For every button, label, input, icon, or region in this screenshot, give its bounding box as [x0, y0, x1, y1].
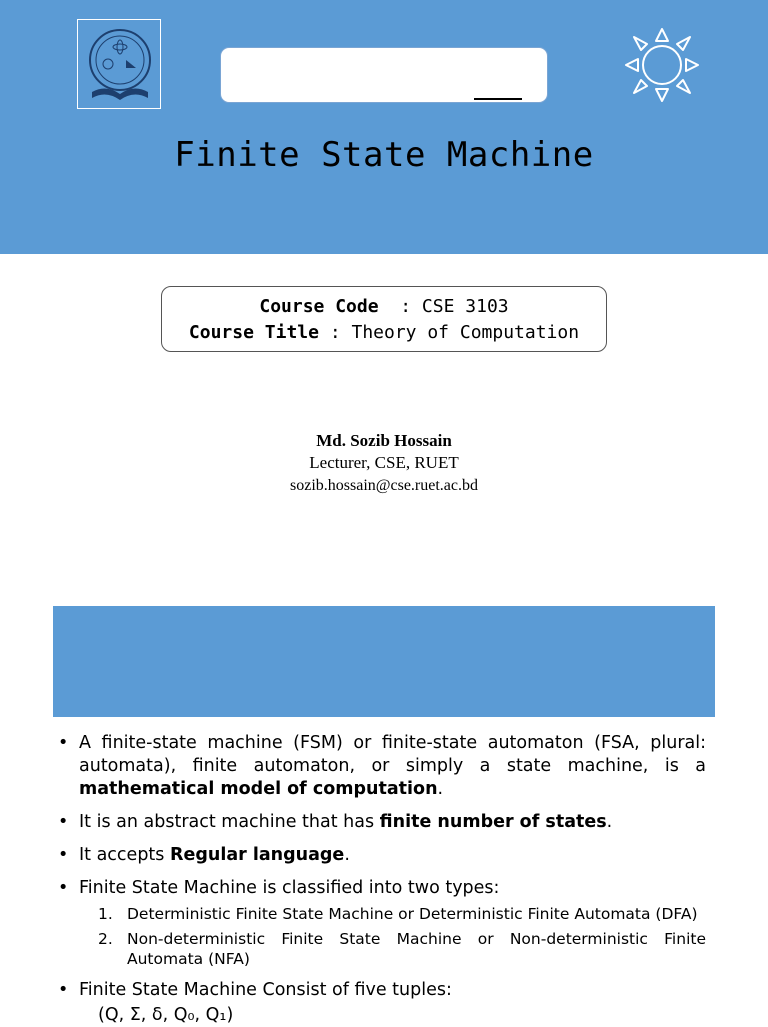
course-title-value: : Theory of Computation [329, 322, 580, 343]
bullet-classification [58, 877, 706, 900]
list-item [58, 929, 706, 969]
bullet-suffix: . [344, 845, 350, 865]
bullet-text: It accepts [79, 845, 170, 865]
bullet-suffix: . [606, 812, 613, 832]
sun-icon [620, 23, 704, 107]
course-info-box [161, 286, 607, 352]
title-slide-header [0, 0, 768, 254]
bullet-emphasis: finite number of states [379, 812, 607, 832]
author-name: Md. Sozib Hossain [316, 431, 452, 450]
content-slide-header [53, 606, 715, 717]
bullet-emphasis: Regular language [169, 845, 345, 865]
list-number: 1. [98, 905, 113, 923]
list-item [58, 904, 706, 924]
content-body [58, 732, 706, 1027]
author-role: Lecturer, CSE, RUET [309, 453, 459, 472]
author-email: sozib.hossain@cse.ruet.ac.bd [289, 477, 478, 494]
course-code-label: Course Code [259, 296, 401, 317]
list-number: 2. [98, 930, 113, 948]
tuple-notation: (Q, Σ, δ, Q₀, Q₁) [98, 1005, 234, 1025]
bullet-definition [58, 732, 706, 801]
bullet-text: It is an abstract machine that has [79, 812, 380, 832]
bullet-regular-language [58, 844, 706, 867]
title-placeholder-box [220, 47, 548, 103]
bullet-text: A finite-state machine (FSM) or finite-state automaton (FSA, plural: automata), finite automaton, or simply a state machine, is a [79, 733, 706, 776]
slide-title: Finite State Machine [174, 135, 594, 175]
bullet-suffix: . [437, 779, 444, 799]
list-text: Non-deterministic Finite State Machine or Non-deterministic Finite Automata (NFA) [127, 930, 706, 968]
bullet-text: Finite State Machine is classified into two types: [79, 878, 500, 898]
university-logo-icon [77, 19, 161, 109]
underline-decoration [474, 98, 522, 100]
list-text: Deterministic Finite State Machine or Deterministic Finite Automata (DFA) [127, 905, 698, 923]
bullet-finite-states [58, 811, 706, 834]
bullet-emphasis: mathematical model of computation [79, 779, 438, 799]
course-title-label: Course Title [188, 322, 330, 343]
course-code-value: : CSE 3103 [400, 296, 509, 317]
author-block [0, 430, 768, 498]
bullet-tuples: • Finite State Machine Consist of five tuples: [58, 979, 706, 1002]
fsm-types-list [58, 904, 706, 969]
